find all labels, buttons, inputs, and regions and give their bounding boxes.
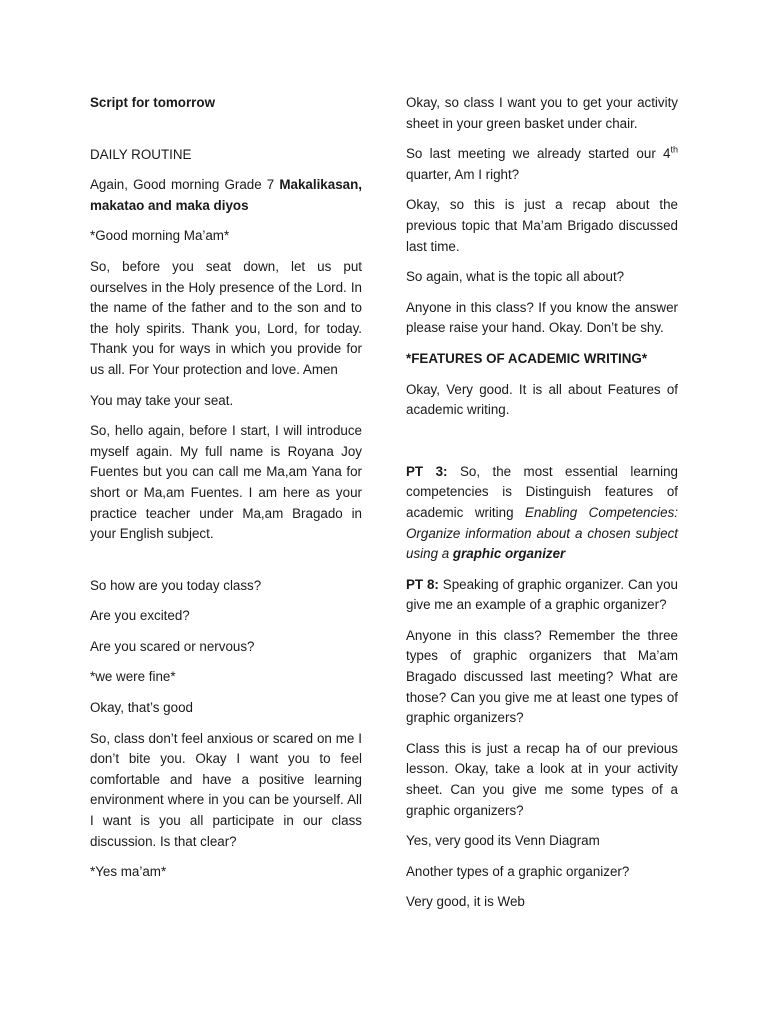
anyone-paragraph: Anyone in this class? If you know the answer please raise your hand. Okay. Don’t be shy.: [406, 299, 678, 336]
class-recap-paragraph: Class this is just a recap ha of our previous lesson. Okay, take a look at in your activity sheet. Can you give me some types of a graphic organizers?: [406, 740, 678, 818]
very-good-features-paragraph: Okay, Very good. It is all about Features of academic writing.: [406, 381, 678, 418]
pt3-label: PT 3:: [406, 463, 448, 479]
left-column: [90, 93, 362, 893]
ordinal-superscript: th: [670, 144, 678, 155]
daily-routine-heading: DAILY ROUTINE: [90, 146, 192, 162]
thats-good-line: Okay, that’s good: [90, 700, 193, 716]
three-types-paragraph: Anyone in this class? Remember the three types of graphic organizers that Ma’am Bragado discussed last meeting? What are those? Can you give me at least one types of graphic organizers?: [406, 627, 678, 726]
excited-line: Are you excited?: [90, 608, 190, 624]
prayer-paragraph: So, before you seat down, let us put ourselves in the Holy presence of the Lord. In the name of the father and to the son and to the holy spirits. Thank you, Lord, for today. Thank you for ways in which you provide for us all. For Your protection and love. Amen: [90, 258, 362, 377]
document-title: Script for tomorrow: [90, 95, 215, 110]
we-were-fine-reply: *we were fine*: [90, 669, 176, 685]
good-morning-reply: *Good morning Ma’am*: [90, 228, 230, 244]
last-meeting-prefix: So last meeting we already started our 4: [406, 146, 671, 162]
web-line: Very good, it is Web: [406, 894, 525, 910]
last-meeting-paragraph: [406, 144, 678, 185]
greeting-paragraph: [90, 175, 362, 216]
take-seat-line: You may take your seat.: [90, 392, 234, 408]
venn-line: Yes, very good its Venn Diagram: [406, 833, 600, 849]
topic-question-line: So again, what is the topic all about?: [406, 269, 625, 285]
recap-paragraph: Okay, so this is just a recap about the previous topic that Ma’am Brigado discussed last time.: [406, 197, 678, 254]
pt3-enabling-competencies: Enabling Competencies: Organize information about a chosen subject using a: [406, 504, 678, 562]
pt3-paragraph: [406, 462, 678, 565]
pt3-text: So, the most essential learning competencies is Distinguish features of academic writing: [406, 463, 678, 520]
how-are-you-line: So how are you today class?: [90, 577, 262, 593]
pt3-graphic-organizer: graphic organizer: [452, 546, 566, 562]
features-heading: *FEATURES OF ACADEMIC WRITING*: [406, 350, 648, 366]
pt8-text: Speaking of graphic organizer. Can you give me an example of a graphic organizer?: [406, 576, 678, 613]
greeting-section-names: Makalikasan, makatao and maka diyos: [90, 177, 362, 213]
pt8-paragraph: [406, 575, 678, 616]
pt8-label: PT 8:: [406, 576, 439, 592]
greeting-prefix: Again, Good morning Grade 7: [90, 177, 280, 193]
another-type-line: Another types of a graphic organizer?: [406, 863, 630, 879]
activity-sheet-paragraph: Okay, so class I want you to get your activity sheet in your green basket under chair.: [406, 95, 678, 131]
yes-maam-reply: *Yes ma’am*: [90, 864, 167, 880]
dont-feel-anxious-paragraph: So, class don’t feel anxious or scared on me I don’t bite you. Okay I want you to feel comfortable and have a positive learning environment where in you can be yourself. All I want is you all participate in our class discussion. Is that clear?: [90, 730, 362, 849]
scared-line: Are you scared or nervous?: [90, 638, 255, 654]
right-column: [406, 93, 678, 923]
introduction-paragraph: So, hello again, before I start, I will introduce myself again. My full name is Royana Joy Fuentes but you can call me Ma,am Yana for short or Ma,am Fuentes. I am here as your practice teacher under Ma,am Bragado in your English subject.: [90, 423, 362, 542]
last-meeting-suffix: quarter, Am I right?: [406, 166, 520, 182]
